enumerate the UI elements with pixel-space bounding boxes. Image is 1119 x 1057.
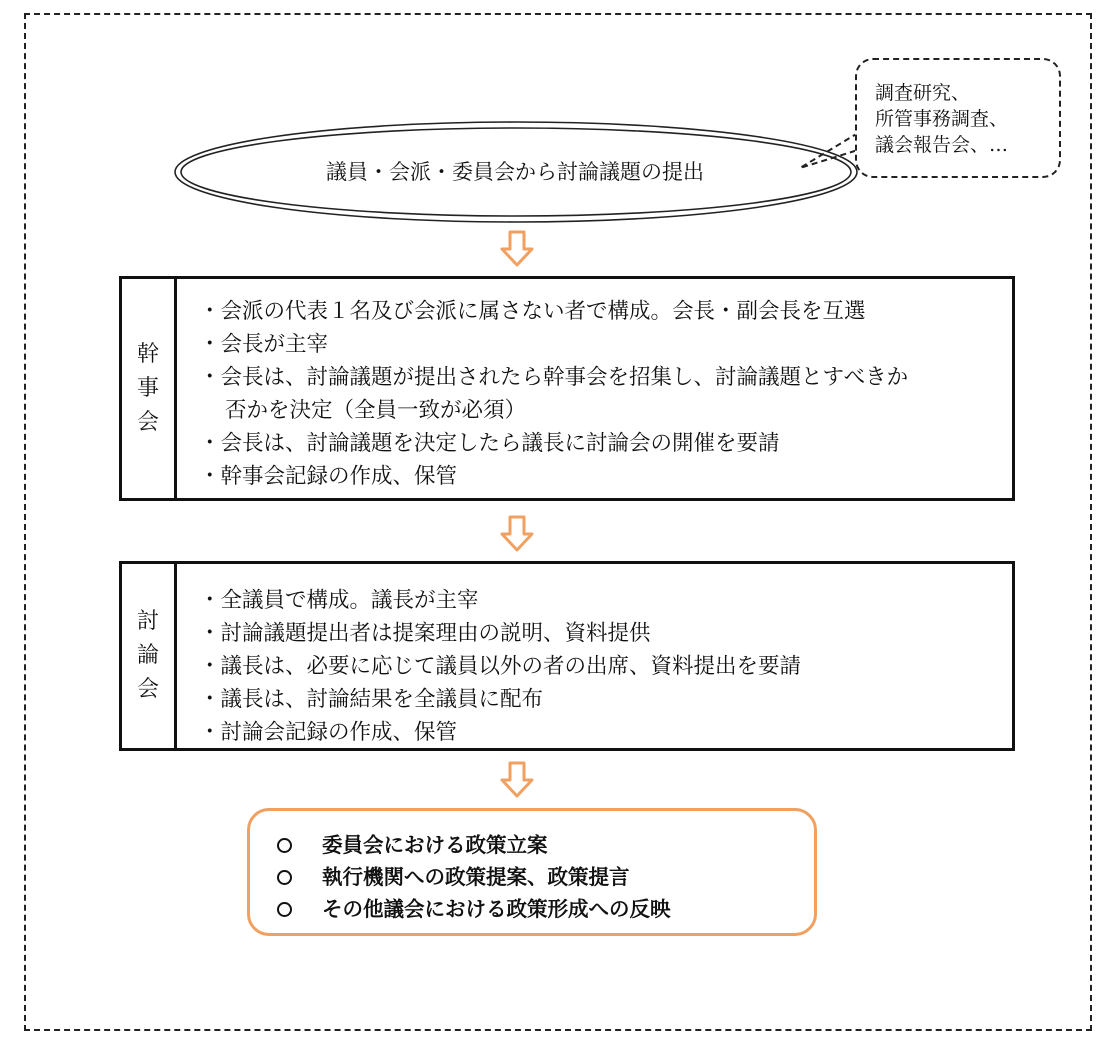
circle-bullet-icon	[277, 902, 292, 917]
touronkai-item: ・議長は、討論結果を全議員に配布	[199, 687, 544, 712]
touronkai-box	[119, 561, 1015, 751]
touronkai-item: ・討論議題提出者は提案理由の説明、資料提供	[199, 621, 651, 646]
callout-box	[855, 58, 1061, 178]
touronkai-item: ・議長は、必要に応じて議員以外の者の出席、資料提出を要請	[199, 654, 802, 679]
kanjikai-item-continuation: 否かを決定（全員一致が必須）	[225, 398, 527, 423]
down-arrow-1	[502, 232, 532, 265]
kanjikai-items	[199, 295, 1002, 493]
callout-line: 調査研究、	[875, 82, 971, 104]
kanjikai-item: ・会長が主宰	[199, 332, 329, 357]
outcome-box	[247, 808, 817, 936]
outcome-text: その他議会における政策形成への反映	[322, 897, 671, 921]
outcome-text: 執行機関への政策提案、政策提言	[322, 865, 630, 889]
kanjikai-item: ・会長は、討論議題が提出されたら幹事会を招集し、討論議題とすべきか	[199, 365, 909, 390]
touronkai-item: ・全議員で構成。議長が主宰	[199, 588, 479, 613]
outcome-text: 委員会における政策立案	[322, 833, 548, 857]
touronkai-item: ・討論会記録の作成、保管	[199, 720, 458, 745]
touronkai-title: 討論会	[137, 609, 160, 702]
outcome-row	[277, 829, 814, 861]
kanjikai-box	[119, 276, 1015, 501]
kanjikai-item: ・会長は、討論議題を決定したら議長に討論会の開催を要請	[199, 431, 780, 456]
down-arrow-3	[502, 763, 532, 796]
callout-line: 所管事務調査、	[875, 108, 1009, 130]
kanjikai-title: 幹事会	[137, 341, 160, 435]
outcome-row	[277, 861, 814, 893]
down-arrow-2	[502, 517, 532, 550]
source-node-label: 議員・会派・委員会から討論議題の提出	[326, 160, 704, 184]
circle-bullet-icon	[277, 838, 292, 853]
kanjikai-item: ・幹事会記録の作成、保管	[199, 464, 458, 489]
circle-bullet-icon	[277, 870, 292, 885]
touronkai-title-cell	[122, 564, 177, 748]
touronkai-items	[199, 584, 1002, 749]
callout-line: 議会報告会、…	[875, 134, 1009, 156]
kanjikai-title-cell	[122, 279, 177, 498]
kanjikai-item: ・会派の代表１名及び会派に属さない者で構成。会長・副会長を互選	[199, 299, 866, 324]
outcome-row	[277, 893, 814, 925]
